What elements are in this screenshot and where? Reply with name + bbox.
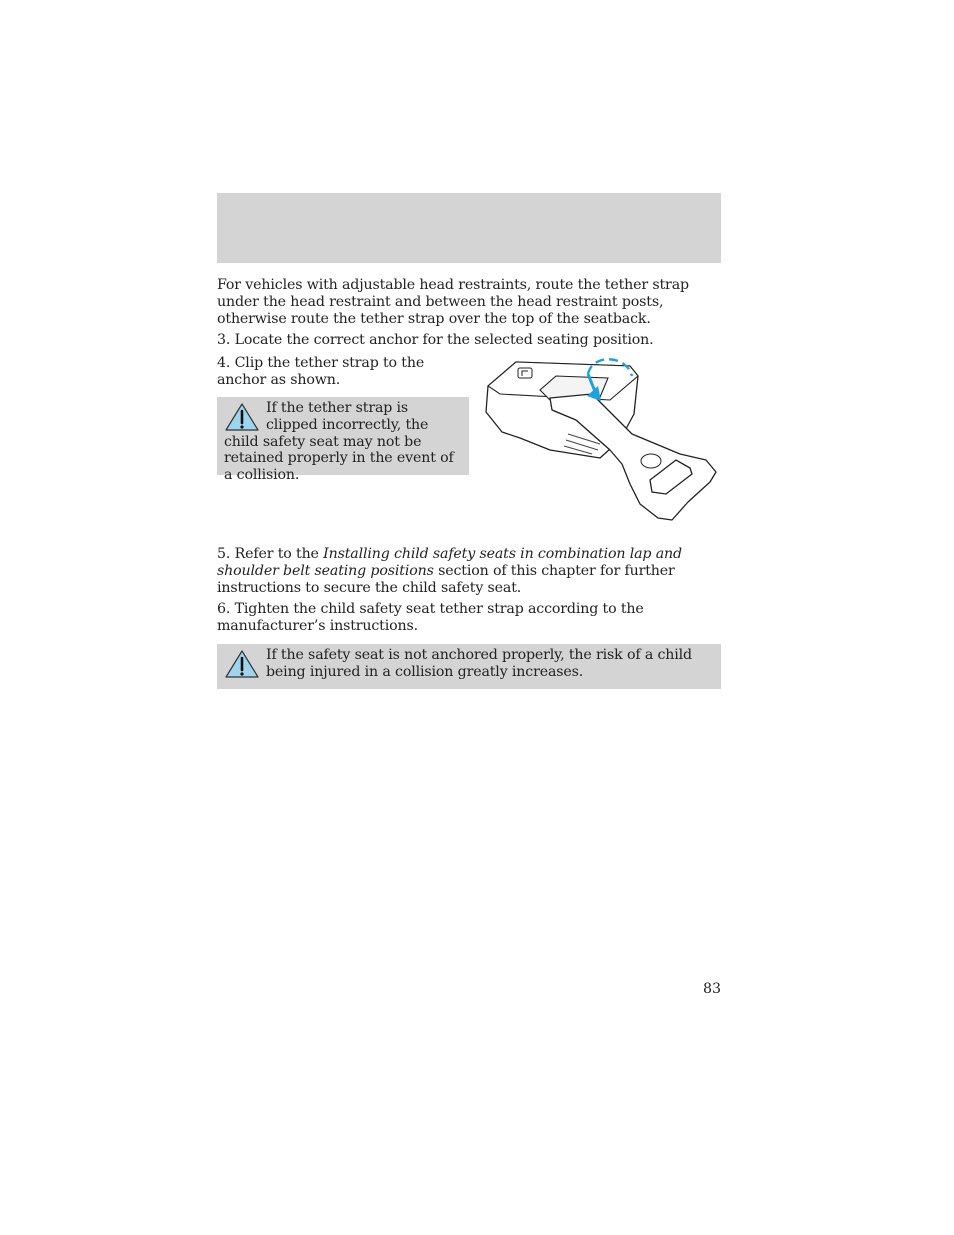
step-5-section-reference: Installing child safety seats in combination lap and shoulder belt seating positions [217, 546, 682, 579]
step-3-paragraph: 3. Locate the correct anchor for the selected seating position. [217, 332, 654, 348]
warning-text-anchor: If the safety seat is not anchored properly, the risk of a child being injured in a collision greatly increases. [266, 647, 692, 680]
step-5-paragraph [217, 546, 721, 596]
warning-triangle-icon [224, 649, 260, 679]
warning-text-clip: If the tether strap is clipped incorrectly, the child safety seat may not be retained properly in the event of a collision. [224, 400, 454, 484]
head-restraint-paragraph: For vehicles with adjustable head restraints, route the tether strap under the head restraint and between the head restraint posts, otherwise route the tether strap over the top of the seatback. [217, 277, 689, 327]
step-6-paragraph: 6. Tighten the child safety seat tether strap according to the manufacturer’s instructions. [217, 601, 644, 634]
step-4-paragraph: 4. Clip the tether strap to the anchor as shown. [217, 355, 425, 388]
section-header-band [217, 193, 721, 263]
step-5-suffix: section of this chapter for further instructions to secure the child safety seat. [217, 562, 675, 596]
page-number: 83 [702, 981, 721, 997]
tether-anchor-illustration [480, 354, 722, 524]
warning-triangle-icon [224, 402, 260, 432]
warning-box-anchor [217, 644, 721, 689]
warning-box-clip [217, 397, 469, 484]
step-5-prefix: 5. Refer to the [217, 546, 324, 562]
